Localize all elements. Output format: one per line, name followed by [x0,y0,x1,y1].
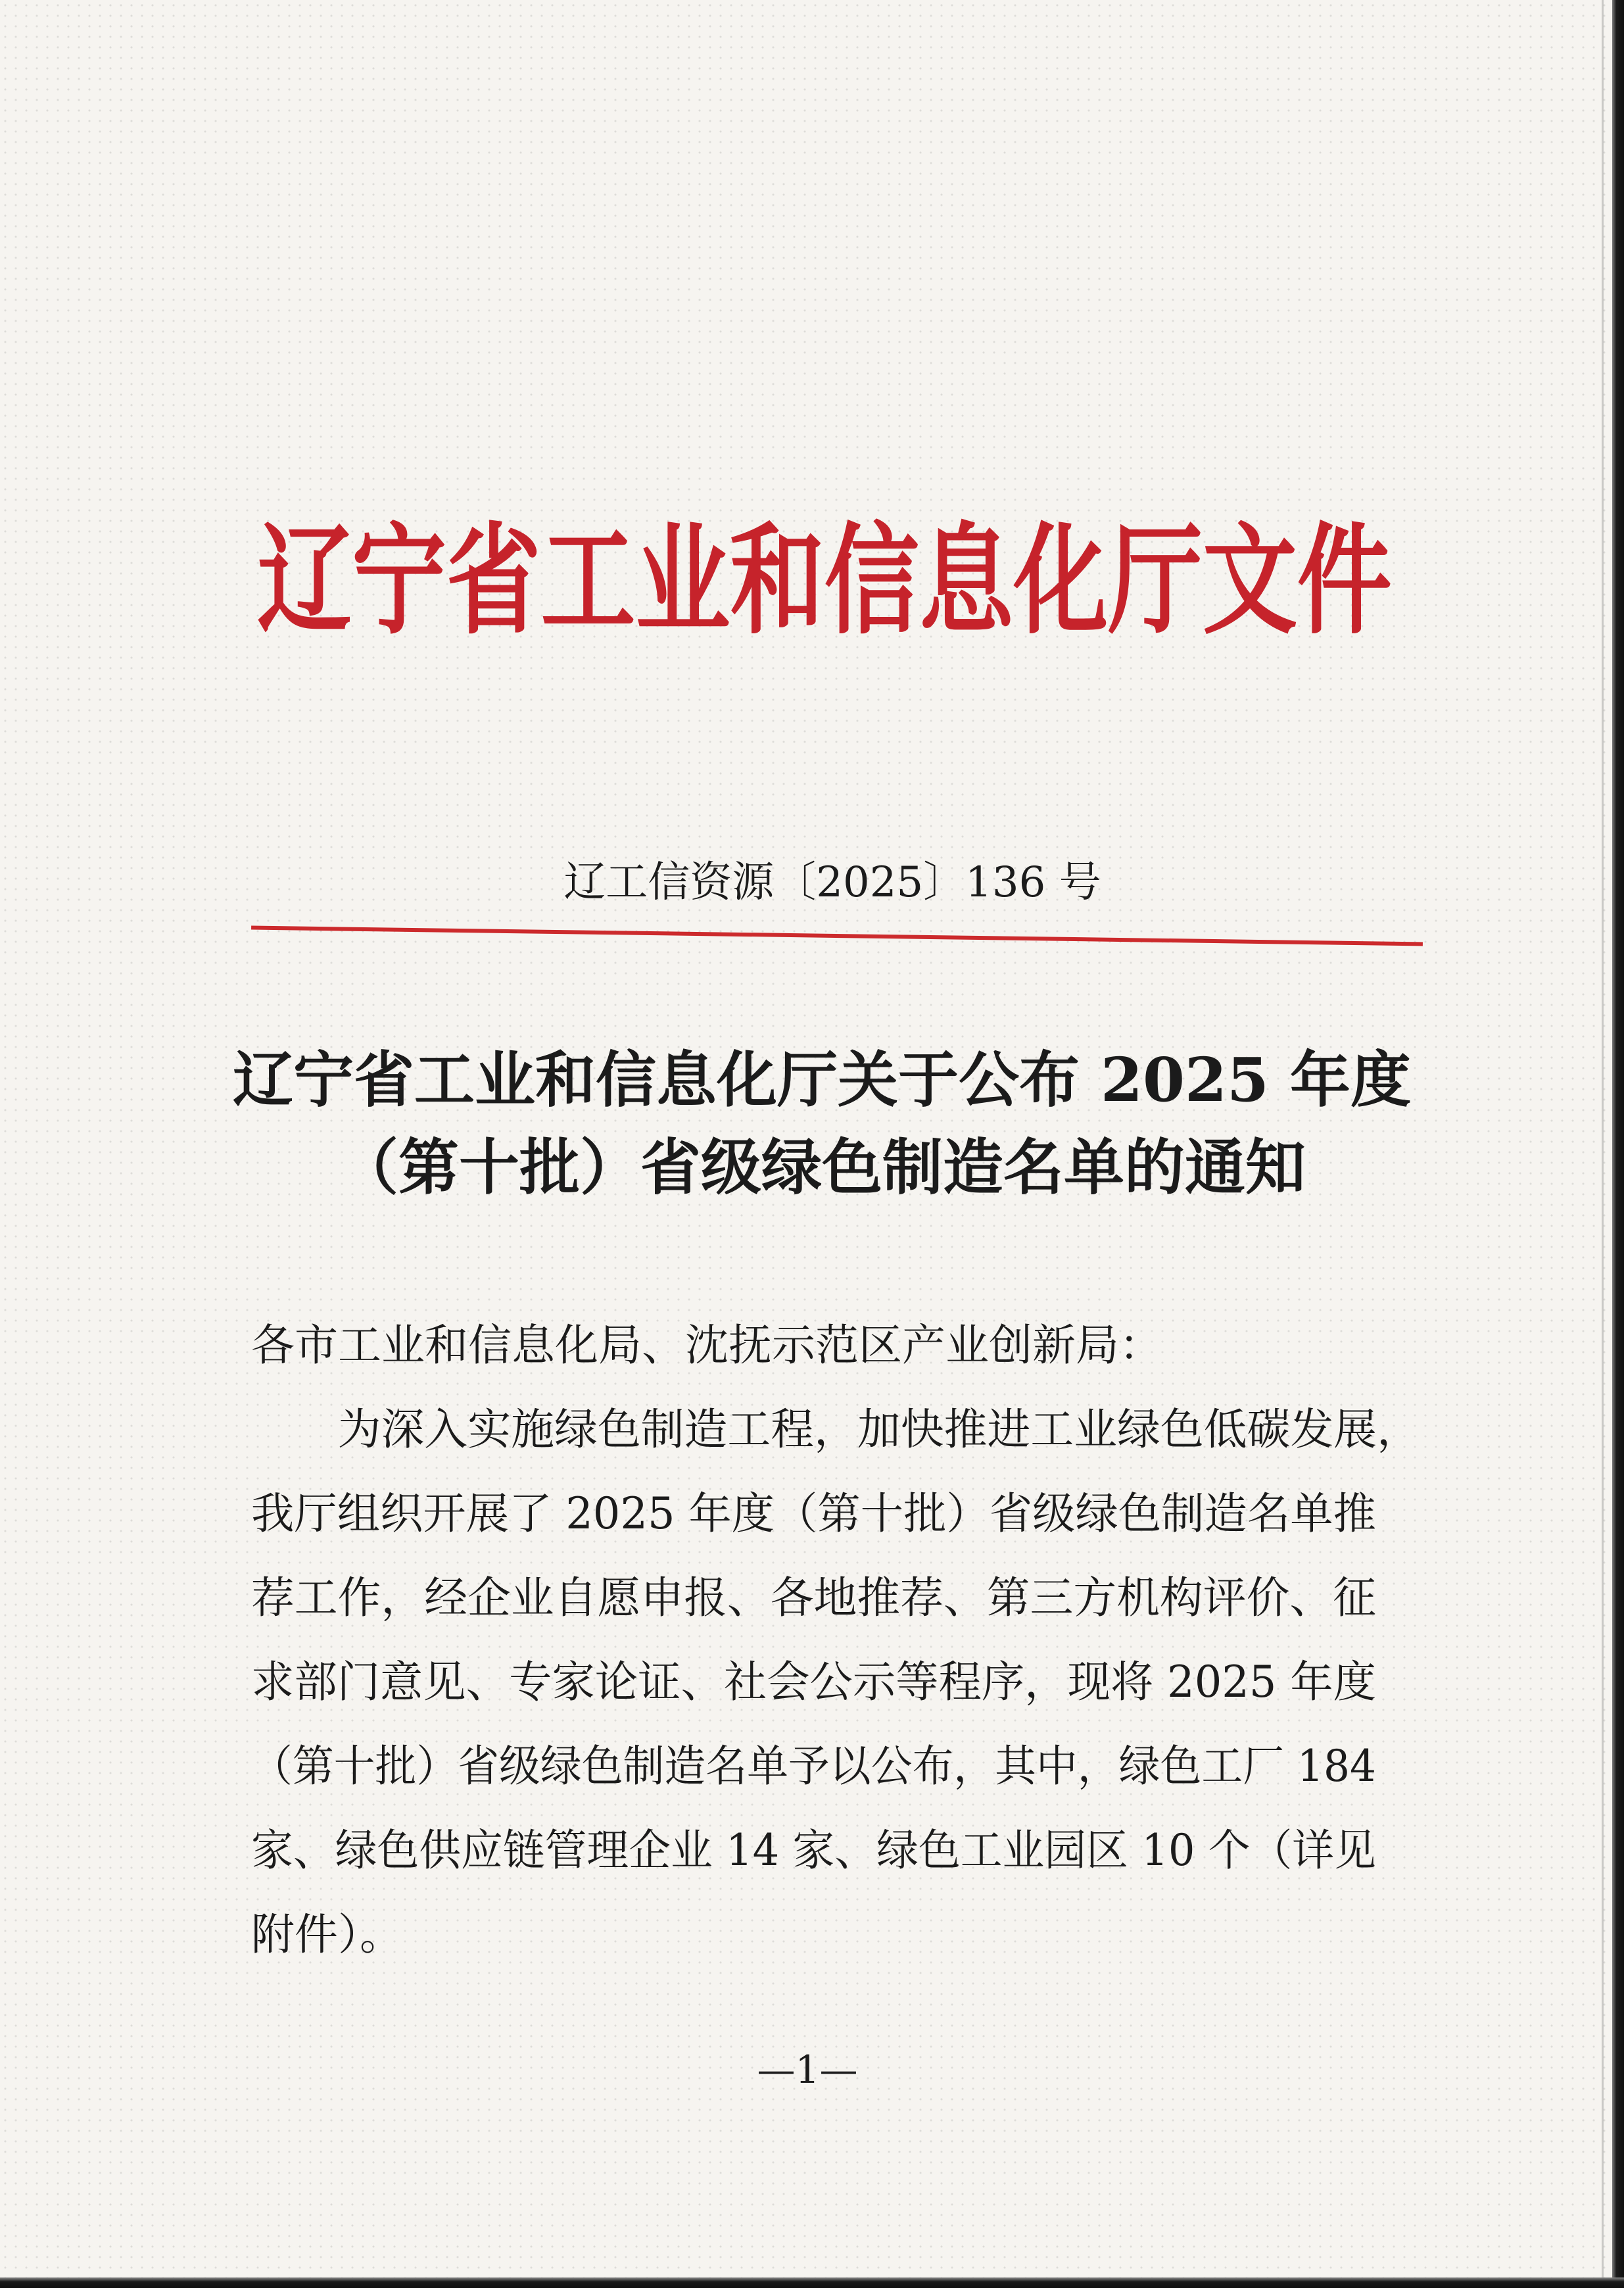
red-separator-line [251,926,1423,946]
document-number: 辽工信资源〔2025〕136 号 [563,858,1101,907]
body-line: 求部门意见、专家论证、社会公示等程序，现将 2025 年度 [251,1657,1376,1707]
salutation: 各市工业和信息化局、沈抚示范区产业创新局： [251,1320,1162,1371]
body-line: 家、绿色供应链管理企业 14 家、绿色工业园区 10 个（详见 [251,1825,1376,1876]
issuing-authority-header: 辽宁省工业和信息化厅文件 [257,510,1392,650]
body-line: 我厅组织开展了 2025 年度（第十批）省级绿色制造名单推 [251,1488,1376,1539]
page-number: —1— [757,2047,858,2092]
scan-edge-line [1602,0,1604,2288]
scan-edge-right [1612,0,1624,2288]
scan-edge-bottom [0,2277,1624,2288]
body-line: 附件）。 [251,1909,403,1960]
body-line: （第十批）省级绿色制造名单予以公布，其中，绿色工厂 184 [251,1741,1376,1791]
document-title-line: （第十批）省级绿色制造名单的通知 [337,1132,1306,1203]
document-title-line: 辽宁省工业和信息化厅关于公布 2025 年度 [232,1044,1412,1115]
body-line: 为深入实施绿色制造工程，加快推进工业绿色低碳发展， [337,1404,1420,1455]
body-line: 荐工作，经企业自愿申报、各地推荐、第三方机构评价、征 [251,1572,1376,1623]
